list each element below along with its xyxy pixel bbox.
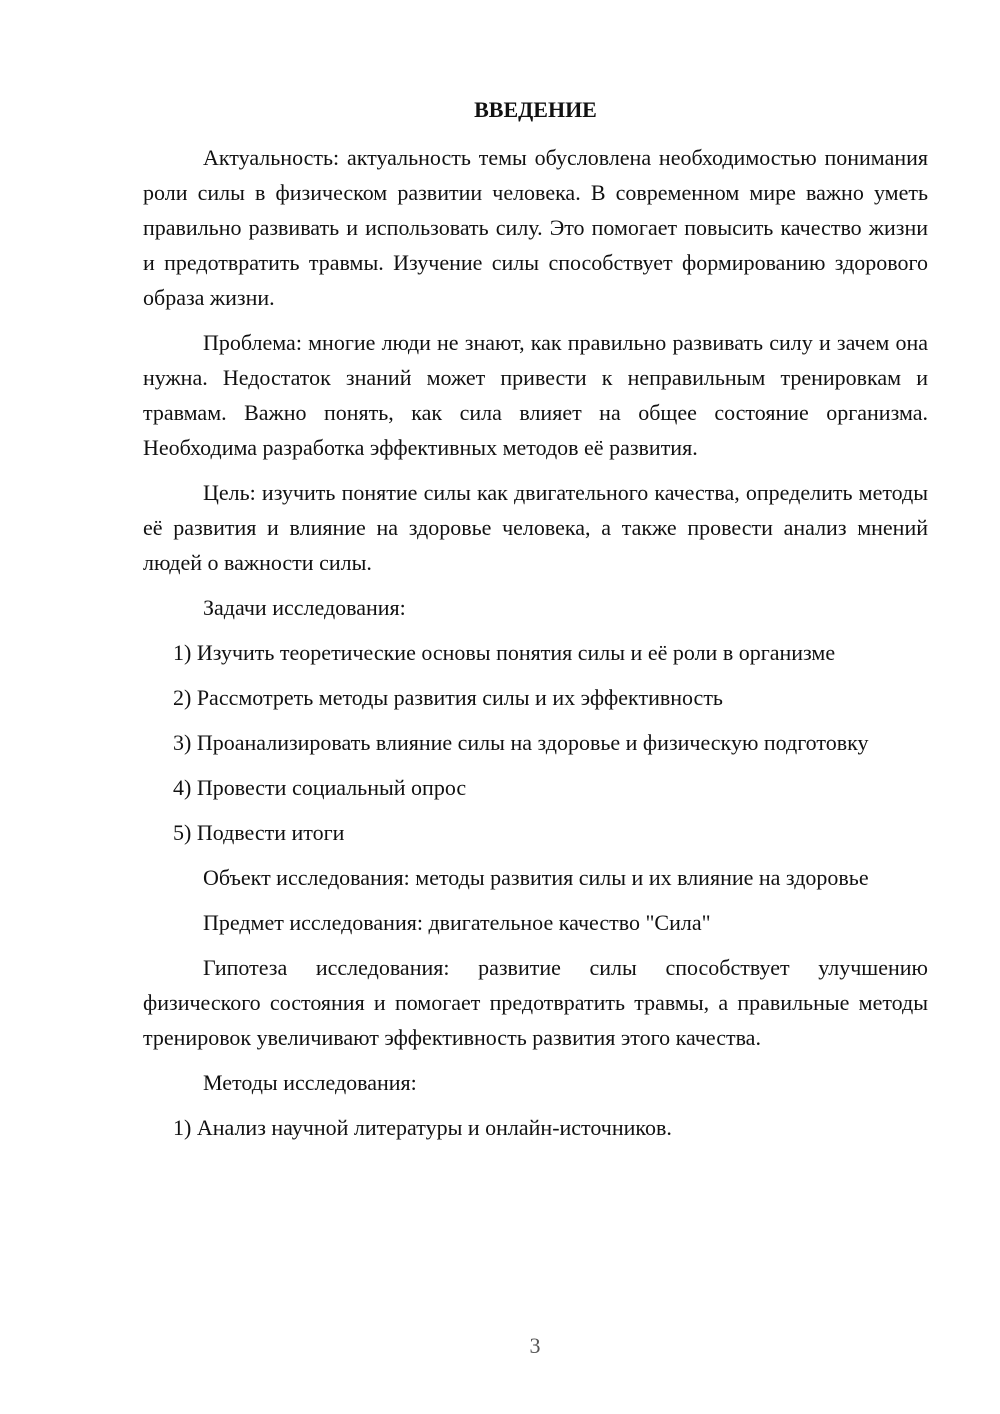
tasks-heading: Задачи исследования:: [203, 595, 406, 620]
problem-paragraph: Проблема: многие люди не знают, как правильно развивать силу и зачем она нужна. Недостаток знаний может привести к неправильным тренировкам и травмам. Важно понять, как сила влияет на общее состояние организма. Необходима разработка эффективных методов её развития.: [143, 330, 928, 460]
task-item-5: 5) Подвести итоги: [173, 820, 345, 845]
page-number: 3: [529, 1333, 541, 1358]
page-content: [143, 94, 928, 1155]
task-item-3: 3) Проанализировать влияние силы на здоровье и физическую подготовку: [173, 730, 869, 755]
task-item-1: 1) Изучить теоретические основы понятия силы и её роли в организме: [173, 640, 836, 665]
page-title: ВВЕДЕНИЕ: [474, 97, 597, 122]
hypothesis-paragraph: Гипотеза исследования: развитие силы способствует улучшению физического состояния и помогает предотвратить травмы, а правильные методы тренировок увеличивают эффективность развития этого качества.: [143, 955, 928, 1050]
task-item-2: 2) Рассмотреть методы развития силы и их эффективность: [173, 685, 723, 710]
goal-paragraph: Цель: изучить понятие силы как двигательного качества, определить методы её развития и влияние на здоровье человека, а также провести анализ мнений людей о важности силы.: [143, 480, 928, 575]
task-item-4: 4) Провести социальный опрос: [173, 775, 467, 800]
method-item-1: 1) Анализ научной литературы и онлайн-источников.: [173, 1115, 672, 1140]
relevance-paragraph: Актуальность: актуальность темы обусловлена необходимостью понимания роли силы в физическом развитии человека. В современном мире важно уметь правильно развивать и использовать силу. Это помогает повысить качество жизни и предотвратить травмы. Изучение силы способствует формированию здорового образа жизни.: [143, 145, 928, 310]
object-paragraph: Объект исследования: методы развития силы и их влияние на здоровье: [203, 865, 869, 890]
subject-paragraph: Предмет исследования: двигательное качество "Сила": [203, 910, 711, 935]
methods-heading: Методы исследования:: [203, 1070, 417, 1095]
